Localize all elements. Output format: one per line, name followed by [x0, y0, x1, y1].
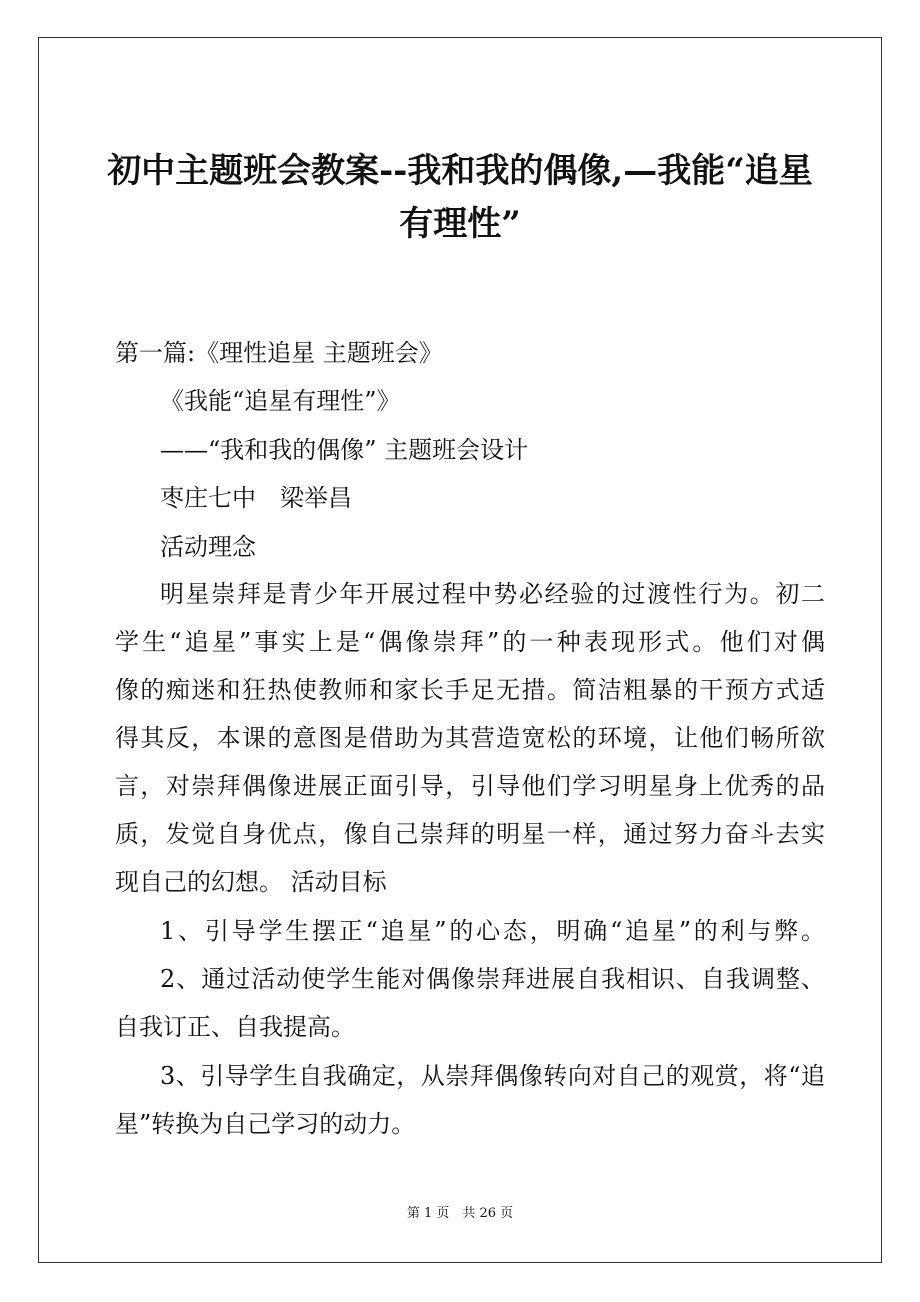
- subtitle: 《我能“追星有理性”》: [160, 387, 401, 415]
- goal-2-line-1: 2、通过活动使学生能对偶像崇拜进展自我相识、自我调整、: [160, 965, 825, 993]
- paragraph-line: 明星崇拜是青少年开展过程中势必经验的过渡性行为。初二: [160, 580, 825, 608]
- document-title-line-2: 有理性”: [399, 204, 521, 244]
- concept-heading: 活动理念: [160, 533, 256, 561]
- document-title-line-1: 初中主题班会教案--我和我的偶像,—我能“追星: [107, 151, 813, 191]
- paragraph-line: 像的痴迷和狂热使教师和家长手足无措。简洁粗暴的干预方式适: [115, 676, 825, 704]
- design-line: ——“我和我的偶像” 主题班会设计: [160, 436, 529, 464]
- paragraph-line: 质，发觉自身优点，像自己崇拜的明星一样，通过努力奋斗去实: [115, 820, 825, 848]
- paragraph-line: 得其反，本课的意图是借助为其营造宽松的环境，让他们畅所欲: [115, 724, 825, 752]
- part-heading: 第一篇:《理性追星 主题班会》: [115, 339, 443, 367]
- paragraph-line: 言，对崇拜偶像进展正面引导，引导他们学习明星身上优秀的品: [115, 772, 825, 800]
- paragraph-line: 学生“追星”事实上是“偶像崇拜”的一种表现形式。他们对偶: [115, 628, 825, 656]
- goal-3-line-1: 3、引导学生自我确定，从崇拜偶像转向对自己的观赏，将“追: [160, 1062, 825, 1090]
- goal-3-line-2: 星”转换为自己学习的动力。: [115, 1110, 416, 1138]
- author-line: 枣庄七中 梁举昌: [160, 484, 352, 512]
- page-number-footer: 第 1 页 共 26 页: [406, 1206, 514, 1221]
- paragraph-line-last: 现自己的幻想。 活动目标: [115, 868, 387, 896]
- goal-2-line-2: 自我订正、自我提高。: [115, 1013, 355, 1041]
- goal-1: 1、引导学生摆正“追星”的心态，明确“追星”的利与弊。: [160, 917, 825, 945]
